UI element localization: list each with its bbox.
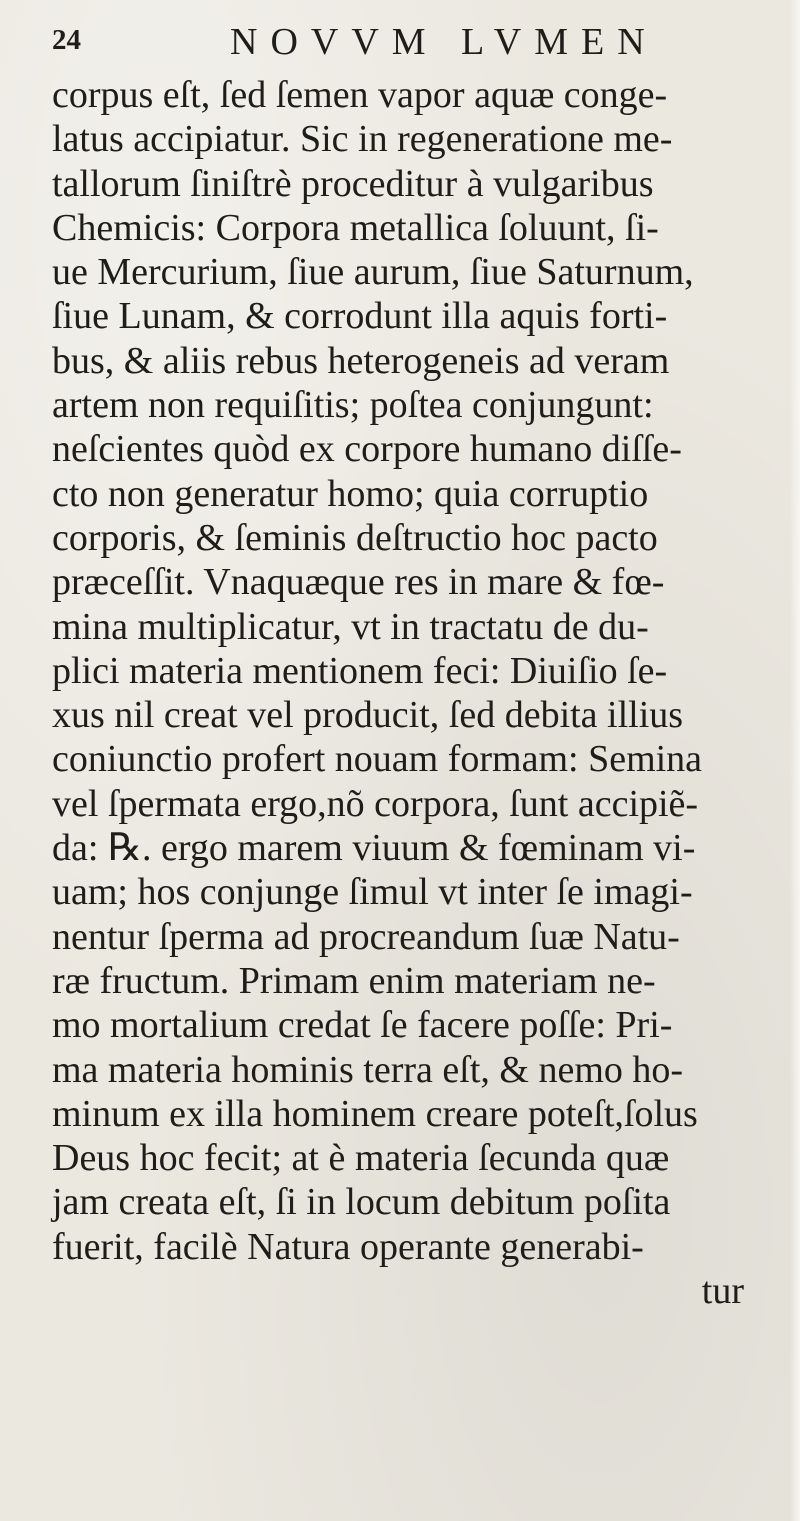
running-title: NOVVM LVMEN bbox=[230, 21, 658, 63]
text-line: da: ℞. ergo marem viuum & fœminam vi- bbox=[52, 827, 696, 870]
text-line: bus, & aliis rebus heterogeneis ad veram bbox=[52, 339, 670, 382]
text-line: jam creata eſt, ſi in locum debitum poſita bbox=[52, 1181, 671, 1224]
text-line: xus nil creat vel producit, ſed debita illius bbox=[52, 694, 684, 737]
text-line: uam; hos conjunge ſimul vt inter ſe imagi- bbox=[52, 871, 693, 914]
text-line: minum ex illa hominem creare poteſt,ſolus bbox=[52, 1092, 698, 1135]
text-line: fuerit, facilè Natura operante generabi- bbox=[52, 1225, 644, 1268]
page-header bbox=[52, 21, 752, 72]
text-line: corpus eſt, ſed ſemen vapor aquæ conge- bbox=[52, 74, 668, 116]
text-line: ma materia hominis terra eſt, & nemo ho- bbox=[52, 1048, 684, 1091]
text-line: Deus hoc fecit; at è materia ſecunda quæ bbox=[52, 1137, 670, 1180]
text-line: mina multiplicatur, vt in tractatu de du- bbox=[52, 605, 649, 648]
text-line: ræ fructum. Primam enim materiam ne- bbox=[52, 959, 656, 1002]
text-line: ſiue Lunam, & corrodunt illa aquis forti- bbox=[52, 295, 668, 338]
text-line: coniunctio profert nouam formam: Semina bbox=[52, 738, 703, 781]
text-line: artem non requiſitis; poſtea conjungunt: bbox=[52, 384, 654, 427]
text-line: mo mortalium credat ſe facere poſſe: Pri- bbox=[52, 1004, 673, 1047]
text-line: cto non generatur homo; quia corruptio bbox=[52, 472, 649, 515]
text-line: ue Mercurium, ſiue aurum, ſiue Saturnum, bbox=[52, 251, 694, 294]
text-line: tallorum ſiniſtrè proceditur à vulgaribus bbox=[52, 162, 654, 205]
text-line: corporis, & ſeminis deſtructio hoc pacto bbox=[52, 516, 658, 559]
text-line: latus accipiatur. Sic in regeneratione me- bbox=[52, 118, 673, 161]
text-line: Chemicis: Corpora metallica ſoluunt, ſi- bbox=[52, 206, 659, 249]
catchword: tur bbox=[701, 1270, 744, 1313]
text-line: plici materia mentionem feci: Diuiſio ſe- bbox=[52, 649, 668, 692]
text-line: vel ſpermata ergo,nõ corpora, ſunt accipiẽ- bbox=[52, 782, 699, 825]
text-line: præceſſit. Vnaquæque res in mare & fœ- bbox=[52, 561, 665, 604]
page-number: 24 bbox=[52, 24, 81, 56]
body-text bbox=[52, 73, 792, 1313]
text-line: neſcientes quòd ex corpore humano diſſe- bbox=[52, 428, 682, 471]
text-line: nentur ſperma ad procreandum ſuæ Natu- bbox=[52, 915, 680, 958]
